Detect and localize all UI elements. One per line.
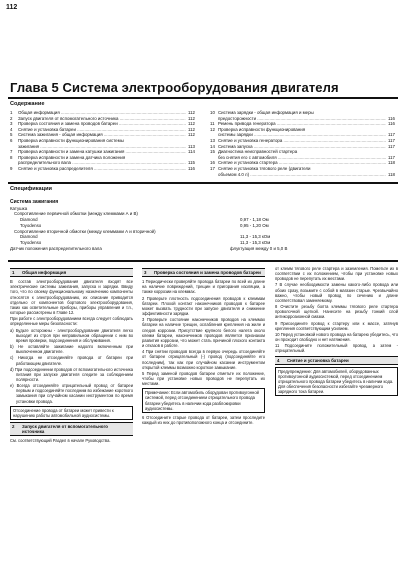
contents-right-column [210,110,395,177]
contents-entry: 17 Снятие и установка тягового реле (двигатели [210,165,311,171]
contents-entry: 10 Система зарядки - общая информация и меры [210,110,314,115]
contents-entry: системы зарядки ..... 117 [210,132,395,138]
list-item: b) Не оставляйте зажигание надолго включенным при выключенном двигателе. [10,344,133,355]
contents-entry: 1 Общая информация ..... 112 [10,110,195,116]
spec-row: Катушка [10,205,28,211]
chapter-title: Глава 5 Система электрооборудования двигателя [10,80,339,95]
spec-heading: Система зажигания [10,199,59,205]
contents-entry: 3 Проверка состояния и замена проводов батареи ..... 112 [10,121,195,127]
paragraph: 11 Подсоедините положительный провод, а затем - отрицательный. [275,343,398,354]
spec-rows [10,206,398,252]
list-item: e) Всегда отсоединяйте отрицательный провод от батареи первым и подсоединяйте последним во избежание короткого замыкания при случайном касании инструментом по время установки провода. [10,383,133,404]
column-2 [142,266,265,566]
section-heading: 2 Запуск двигателя от вспомогательного источника [10,422,133,436]
contents-entry: 16 Снятие и установка стартера ..... 118 [210,160,395,166]
divider [8,182,398,184]
note-box: Отсоединение провода от батареи может привести к нарушению работы автомобильной аудиосистемы. [10,406,133,420]
spec-row: Toyodenso 11,3 - 15,3 кОм [20,239,271,245]
paragraph: 7 В случае необходимости замены какого-либо провода или обоих сразу, возьмите с собой в магазин старые. Чрезвычайно важно, чтобы новый провод по сечению и длине соответствовал заменяемому. [275,282,398,303]
contents-entry: 6 Проверка исправности функционирования системы [10,137,124,143]
contents-entry: 5 Система зажигания - общая информация ..... 112 [10,132,195,138]
contents-table [10,110,398,178]
body-columns [10,266,398,566]
contents-entry: 15 Диагностика неисправностей стартера [210,149,298,155]
spec-row: Датчик положения распределительного вала флуктуация между 0 и 5,0 В [10,245,288,251]
section-heading: 1 Общая информация [10,268,133,277]
paragraph: 6 Отсоедините старые провода от батареи, затем проследите каждый из них до противоположного конца и отсоедините. [142,414,265,426]
contents-entry: зажигания ..... 113 [10,144,195,150]
spec-row: Diamond 0,97 - 1,18 Ом [20,217,269,223]
spec-row: Сопротивление вторичной обмотки (между клеммами А и вторичной) [14,228,156,234]
divider [8,260,398,262]
contents-entry: без снятия его с автомобиля ..... 117 [210,155,395,161]
spec-row: Diamond 11,3 - 15,3 кОм [20,234,271,240]
spec-row: Toyodenso 0,95 - 1,20 Ом [20,222,269,228]
contents-entry: объемом 4.0 л) ..... 118 [210,172,395,178]
paragraph: 9 Присоедините провод к стартеру или к массе, затянув крепления соответствующим усилием. [275,320,398,331]
contents-entry: предосторожности ..... 116 [210,116,395,122]
contents-label: Содержание [10,101,45,107]
contents-entry: 9 Снятие и установка распределителя ..... 116 [10,166,195,172]
page-number: 112 [6,4,18,11]
contents-entry: 12 Проверка исправности функционирования [210,126,306,132]
note-box: Примечание: Если автомобиль оборудован противоугонной системой, перед отсоединением отрицательного провода батареи убедитесь в наличии кода разблокировки аудиосистемы. [142,388,265,413]
paragraph: 5 Перед заменой проводов батареи отметьте их положение, чтобы при установке новых проводов не перепутать их местами. [142,370,265,387]
list-item: d) При подсоединении проводов от вспомогательного источника питания при запуске двигателя следите за соблюдением полярности. [10,366,133,382]
paragraph: См. соответствующий Раздел в начале Руководства. [10,438,111,444]
paragraph: 3 Проверьте состояние наконечников проводов на клеммах батареи на наличие трещин, ослабления крепления на жиле и следов коррозии. Присутствие крупного белого налета около клемм батареи, наконечников проводов является признаком развития коррозии, что может стать причиной плохого контакта и отказов в работе. [142,317,265,349]
paragraph: 10 Перед установкой нового провода на батарею убедитесь, что он проходит свободно и нет натяжения. [275,331,398,343]
warning-box: Предупреждение: Для автомобилей, оборудованных противоугонной аудиосистемой, перед отсоединением отрицательного провода батареи убедитесь в наличии кода. Для обеспечения безопасности избегайте чрезмерного зарядного тока батареи. [275,367,398,397]
divider [8,97,398,99]
paragraph: 8 Очистите резьбу болта клеммы тягового реле стартера проволочной щеткой. Нанесите на резьбу тонкий слой антикоррозионной смазки. [275,304,398,320]
precautions-list [10,328,133,404]
contents-entry: распределительного вала ..... 115 [10,160,195,166]
section-heading: 3 Проверка состояния и замена проводов батареи [142,268,265,277]
contents-entry: 14 Система запуска ..... 117 [210,144,395,150]
paragraph: При работе с электрооборудованием всегда следует соблюдать определенные меры безопасности: [10,316,133,327]
contents-left-column [10,110,195,172]
section-heading: 4 Снятие и установка батареи [275,356,398,365]
specifications-label: Спецификации [10,186,52,192]
contents-entry: 8 Проверка исправности и замена датчика положения [10,154,126,160]
list-item: а) Будьте осторожны - электрооборудование двигателя легко выходит из строя при неправильном обращении с ним во время проверки, подсоединения и обслуживания. [10,327,133,343]
spec-row: Сопротивление первичной обмотки (между клеммами А и В) [14,211,138,217]
paragraph: от клемм тягового реле стартера и заземления. Пометьте их в соответствии с их положением, чтобы при установке новых проводов не перепутать их местами. [275,266,398,282]
paragraph: 4 При снятии проводов всегда в первую очередь отсоединяйте от батареи отрицательный (-) провод (подсоединяйте его последним), так как при случайном касании инструментом открытой клеммы возможно короткое замыкание. [142,349,265,370]
contents-entry: 11 Ремень привода генератора ..... 116 [210,121,395,127]
paragraph: 1 Периодически проверяйте провода батареи по всей их длине на наличие повреждений, трещин и пригорания изоляции, а также коррозии на клеммах. [142,279,265,295]
column-3 [275,266,398,566]
paragraph: В состав электрооборудования двигателя входят все электрические системы зажигания, запуска и зарядки. Ввиду того, что по своему функциональному назначению компоненты относятся к электрооборудованию, их описание приводится отдельно от компонентов бортового электрооборудования, таких как осветительные приборы, приборы управления и т.п., которые рассмотрены в Главе 12. [10,279,133,316]
contents-entry: 13 Снятие и установка генератора ..... 117 [210,138,395,144]
column-1 [10,266,133,566]
contents-entry: 7 Проверка исправности и замена катушки зажигания ..... 114 [10,149,195,155]
list-item: c) Никогда не отсоединяйте провода от батареи при работающем двигателе. [10,355,133,366]
contents-entry: 4 Снятие и установка батареи ..... 112 [10,127,195,133]
specifications-table [10,200,398,251]
paragraph: 2 Проверьте плотность подсоединения проводов к клеммам батареи. Плохой контакт наконечников проводов к батарее может вызвать трудности при запуске двигателя и снижение эффективности зарядки. [142,295,265,317]
contents-entry: 2 Запуск двигателя от вспомогательного источника ..... 112 [10,116,195,122]
